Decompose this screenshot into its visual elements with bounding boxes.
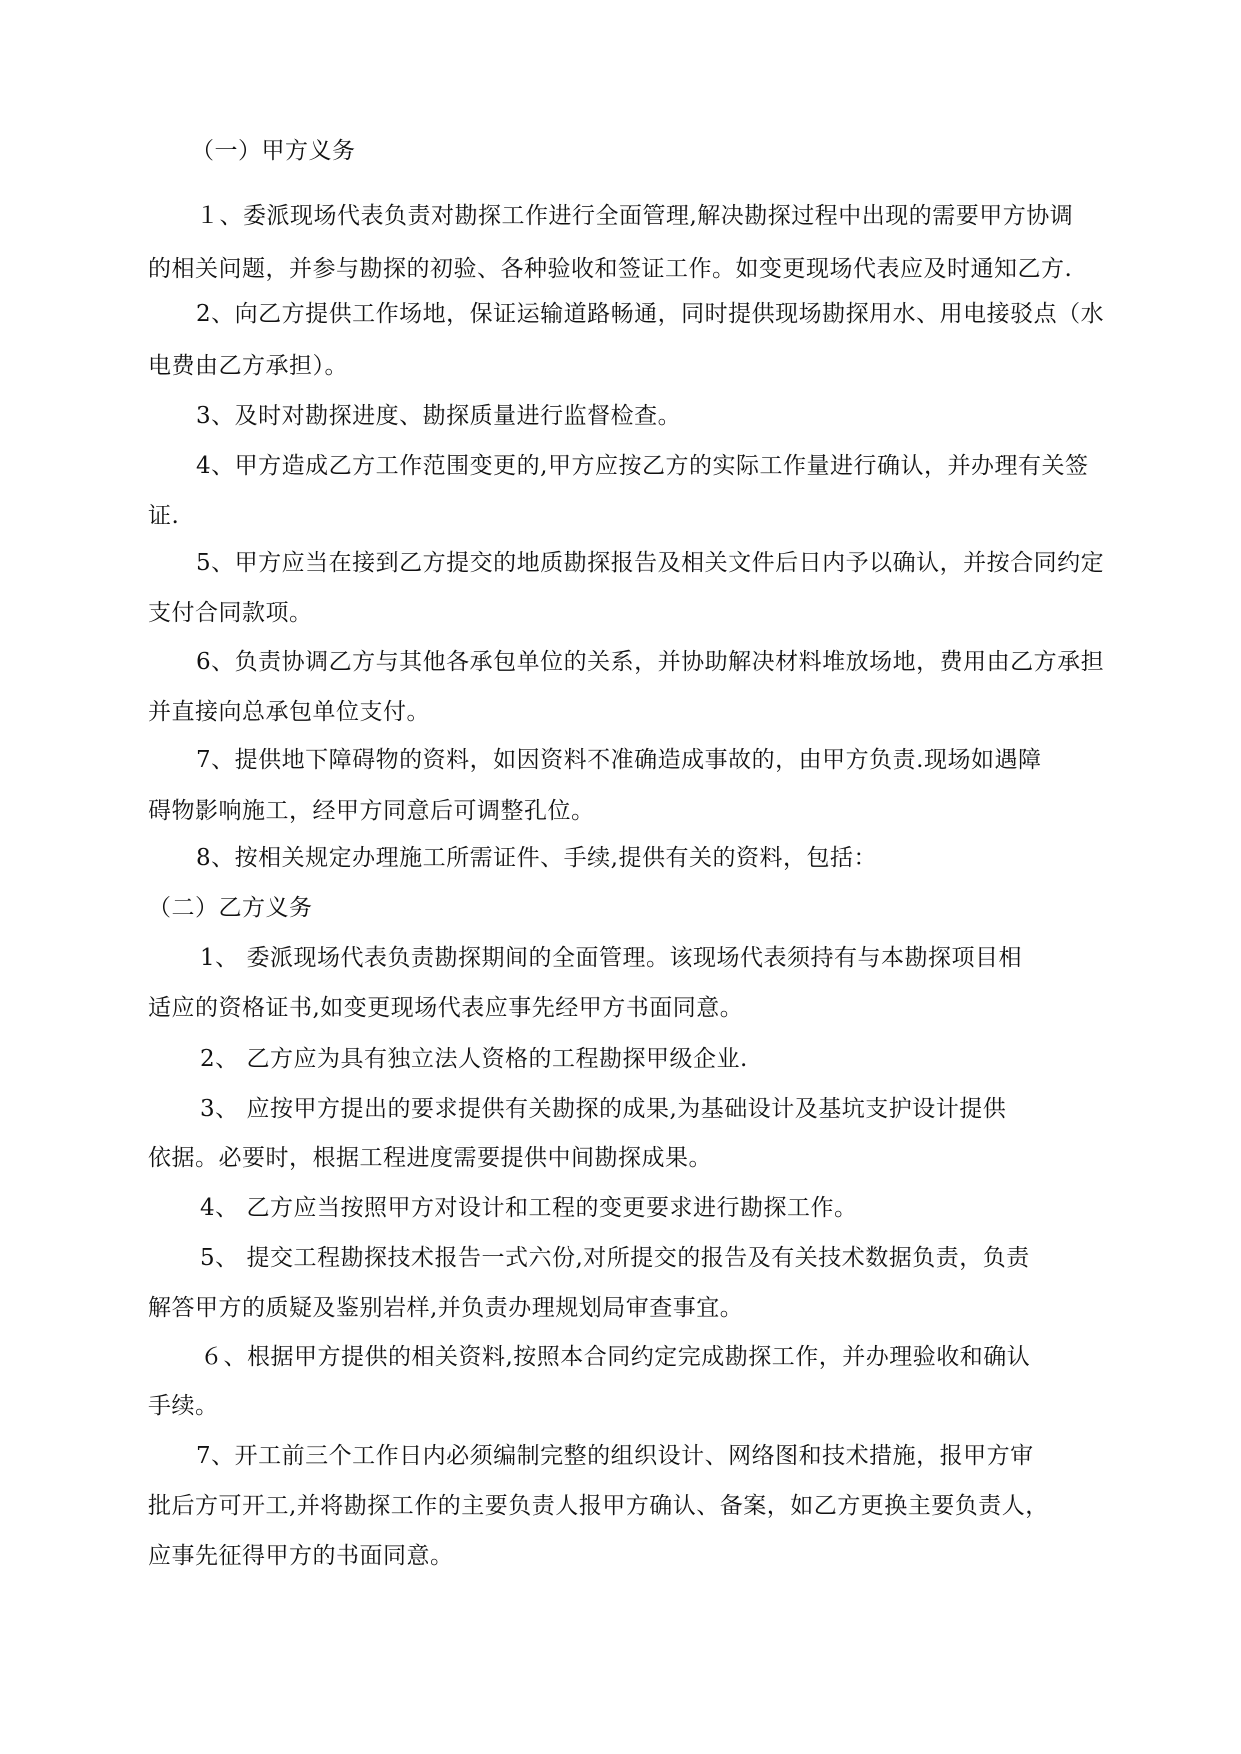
party-a-item-6-line-1: 6、负责协调乙方与其他各承包单位的关系，并协助解决材料堆放场地，费用由乙方承担 bbox=[196, 649, 1105, 675]
party-b-item-1-line-2: 适应的资格证书,如变更现场代表应事先经甲方书面同意。 bbox=[148, 995, 744, 1021]
party-b-item-5-line-1: 5、 提交工程勘探技术报告一式六份,对所提交的报告及有关技术数据负责，负责 bbox=[200, 1245, 1030, 1271]
party-b-item-5-line-2: 解答甲方的质疑及鉴别岩样,并负责办理规划局审查事宜。 bbox=[148, 1295, 744, 1321]
party-a-item-4-line-1: 4、甲方造成乙方工作范围变更的,甲方应按乙方的实际工作量进行确认，并办理有关签 bbox=[196, 453, 1089, 479]
party-b-item-3-line-2: 依据。必要时，根据工程进度需要提供中间勘探成果。 bbox=[148, 1145, 712, 1171]
party-a-item-7-line-1: 7、提供地下障碍物的资料，如因资料不准确造成事故的，由甲方负责.现场如遇障 bbox=[196, 747, 1042, 773]
section-heading-party-a: （一）甲方义务 bbox=[191, 138, 356, 164]
party-a-item-2-line-1: 2、向乙方提供工作场地，保证运输道路畅通，同时提供现场勘探用水、用电接驳点（水 bbox=[196, 301, 1105, 327]
party-b-item-7-line-3: 应事先征得甲方的书面同意。 bbox=[148, 1543, 454, 1569]
party-a-item-7-line-2: 碍物影响施工，经甲方同意后可调整孔位。 bbox=[148, 798, 595, 824]
party-b-item-2-line-1: 2、 乙方应为具有独立法人资格的工程勘探甲级企业. bbox=[200, 1046, 748, 1072]
party-a-item-4-line-2: 证. bbox=[148, 503, 180, 529]
party-b-item-7-line-2: 批后方可开工,并将勘探工作的主要负责人报甲方确认、备案，如乙方更换主要负责人， bbox=[148, 1493, 1049, 1519]
party-b-item-7-line-1: 7、开工前三个工作日内必须编制完整的组织设计、网络图和技术措施，报甲方审 bbox=[196, 1443, 1034, 1469]
party-a-item-5-line-1: 5、甲方应当在接到乙方提交的地质勘探报告及相关文件后日内予以确认，并按合同约定 bbox=[196, 550, 1105, 576]
party-b-item-6-line-2: 手续。 bbox=[148, 1393, 219, 1419]
section-heading-party-b: （二）乙方义务 bbox=[148, 895, 313, 921]
party-a-item-6-line-2: 并直接向总承包单位支付。 bbox=[148, 699, 430, 725]
party-a-item-5-line-2: 支付合同款项。 bbox=[148, 600, 313, 626]
party-a-item-2-line-2: 电费由乙方承担）。 bbox=[148, 353, 348, 379]
party-b-item-3-line-1: 3、 应按甲方提出的要求提供有关勘探的成果,为基础设计及基坑支护设计提供 bbox=[200, 1096, 1007, 1122]
party-a-item-8-line-1: 8、按相关规定办理施工所需证件、手续,提供有关的资料，包括： bbox=[196, 845, 877, 871]
party-b-item-6-line-1: ６、根据甲方提供的相关资料,按照本合同约定完成勘探工作，并办理验收和确认 bbox=[200, 1344, 1031, 1370]
party-a-item-3-line-1: 3、及时对勘探进度、勘探质量进行监督检查。 bbox=[196, 403, 682, 429]
party-b-item-4-line-1: 4、 乙方应当按照甲方对设计和工程的变更要求进行勘探工作。 bbox=[200, 1195, 858, 1221]
party-a-item-1-line-2: 的相关问题，并参与勘探的初验、各种验收和签证工作。如变更现场代表应及时通知乙方. bbox=[148, 256, 1073, 282]
party-b-item-1-line-1: 1、 委派现场代表负责勘探期间的全面管理。该现场代表须持有与本勘探项目相 bbox=[200, 945, 1022, 971]
party-a-item-1-line-1: １、委派现场代表负责对勘探工作进行全面管理,解决勘探过程中出现的需要甲方协调 bbox=[196, 203, 1074, 229]
